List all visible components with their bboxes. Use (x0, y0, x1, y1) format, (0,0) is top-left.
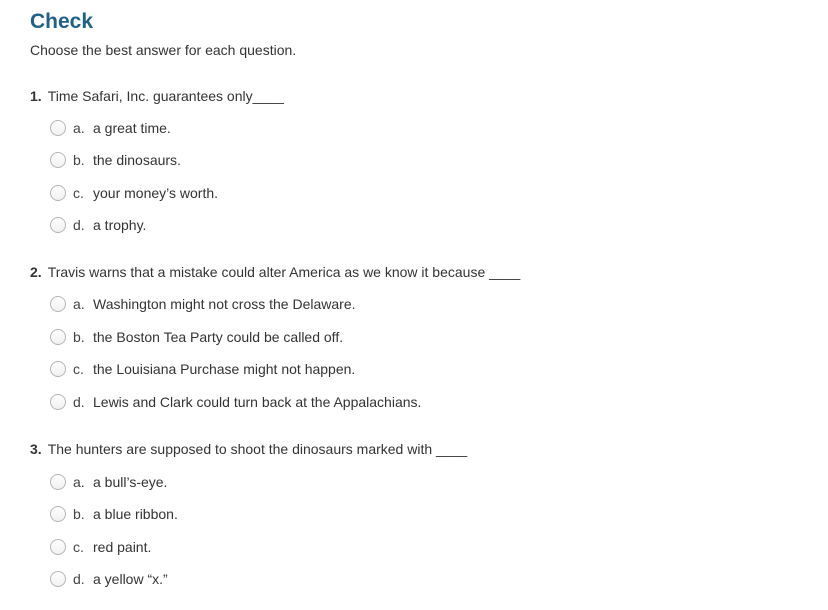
option-text: your money’s worth. (93, 185, 219, 201)
option-letter: b. (73, 506, 85, 522)
question-number: 3. (30, 441, 42, 457)
question-2 (30, 263, 520, 281)
radio-button[interactable] (50, 296, 66, 312)
question-stem (30, 87, 284, 105)
option-text: a yellow “x.” (93, 571, 168, 587)
option-text: red paint. (93, 539, 152, 555)
option-letter: c. (73, 361, 84, 377)
question-stem (30, 440, 467, 458)
question-1 (30, 87, 284, 105)
option-text: a trophy. (93, 217, 147, 233)
option-1d[interactable] (50, 215, 146, 235)
option-2c[interactable] (50, 359, 355, 379)
question-number: 1. (30, 88, 42, 104)
option-letter: b. (73, 152, 85, 168)
radio-button[interactable] (50, 152, 66, 168)
radio-button[interactable] (50, 474, 66, 490)
option-letter: a. (73, 474, 85, 490)
option-text: a bull’s-eye. (93, 474, 168, 490)
option-text: the Boston Tea Party could be called off. (93, 329, 344, 345)
question-3 (30, 440, 467, 458)
option-text: the dinosaurs. (93, 152, 181, 168)
page-title: Check (30, 10, 94, 33)
radio-button[interactable] (50, 185, 66, 201)
option-3c[interactable] (50, 537, 151, 557)
option-text: Washington might not cross the Delaware. (93, 296, 356, 312)
radio-button[interactable] (50, 571, 66, 587)
option-letter: a. (73, 296, 85, 312)
option-letter: c. (73, 185, 84, 201)
option-text: a blue ribbon. (93, 506, 178, 522)
radio-button[interactable] (50, 506, 66, 522)
radio-button[interactable] (50, 361, 66, 377)
question-text: The hunters are supposed to shoot the dinosaurs marked with ____ (47, 441, 468, 457)
option-1a[interactable] (50, 118, 171, 138)
radio-button[interactable] (50, 329, 66, 345)
radio-button[interactable] (50, 217, 66, 233)
option-letter: d. (73, 394, 85, 410)
option-1c[interactable] (50, 183, 218, 203)
option-letter: d. (73, 217, 85, 233)
option-text: the Louisiana Purchase might not happen. (93, 361, 356, 377)
question-number: 2. (30, 264, 42, 280)
radio-button[interactable] (50, 394, 66, 410)
radio-button[interactable] (50, 120, 66, 136)
question-text: Time Safari, Inc. guarantees only____ (47, 88, 284, 104)
option-3b[interactable] (50, 504, 178, 524)
option-2d[interactable] (50, 392, 421, 412)
option-2b[interactable] (50, 327, 343, 347)
option-letter: c. (73, 539, 84, 555)
question-stem (30, 263, 520, 281)
option-1b[interactable] (50, 150, 181, 170)
option-letter: a. (73, 120, 85, 136)
radio-button[interactable] (50, 539, 66, 555)
question-text: Travis warns that a mistake could alter America as we know it because ____ (47, 264, 521, 280)
option-text: a great time. (93, 120, 171, 136)
option-3a[interactable] (50, 472, 167, 492)
option-letter: b. (73, 329, 85, 345)
option-letter: d. (73, 571, 85, 587)
option-3d[interactable] (50, 569, 168, 589)
option-2a[interactable] (50, 294, 356, 314)
instructions-text: Choose the best answer for each question. (30, 42, 297, 58)
option-text: Lewis and Clark could turn back at the Appalachians. (93, 394, 422, 410)
